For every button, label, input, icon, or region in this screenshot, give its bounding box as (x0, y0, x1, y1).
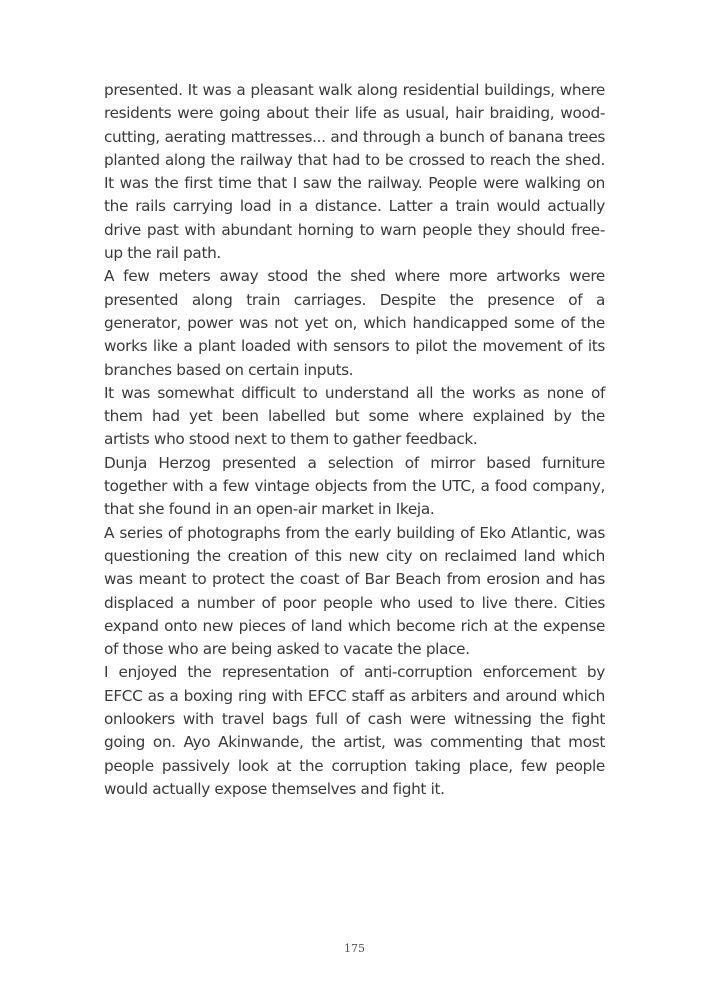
paragraph-anti-corruption: I enjoyed the representation of anti-corruption enforcement by EFCC as a boxing ring with EFCC staff as arbiters and around which onlookers with travel bags full of cash were witnessing the fight going on. Ayo Akinwande, the artist, was commenting that most people passively look at the corruption taking place, few people would actually expose themselves and fight it. (104, 663, 605, 798)
page-number: 175 (344, 942, 365, 955)
body-text (104, 79, 605, 801)
paragraph-walk-to-shed: presented. It was a pleasant walk along residential buildings, where residents were going about their life as usual, hair braiding, wood-cutting, aerating mattresses... and through a bunch of banana trees planted along the railway that had to be crossed to reach the shed. It was the first time that I saw the railway. People were walking on the rails carrying load in a distance. Latter a train would actually drive past with abundant horning to warn people they should free-up the rail path. (104, 81, 605, 263)
paragraph-shed-artworks: A few meters away stood the shed where more artworks were presented along train carriages. Despite the presence of a generator, power was not yet on, which handicapped some of the works like a plant loaded with sensors to pilot the movement of its branches based on certain inputs. (104, 267, 605, 379)
paragraph-unlabelled-works: It was somewhat difficult to understand all the works as none of them had yet been labelled but some where explained by the artists who stood next to them to gather feedback. (104, 383, 605, 449)
paragraph-dunja-herzog: Dunja Herzog presented a selection of mirror based furniture together with a few vintage objects from the UTC, a food company, that she found in an open-air market in Ikeja. (104, 453, 605, 519)
paragraph-eko-atlantic: A series of photographs from the early building of Eko Atlantic, was questioning the creation of this new city on reclaimed land which was meant to protect the coast of Bar Beach from erosion and has displaced a number of poor people who used to live there. Cities expand onto new pieces of land which become rich at the expense of those who are being asked to vacate the place. (104, 523, 605, 659)
